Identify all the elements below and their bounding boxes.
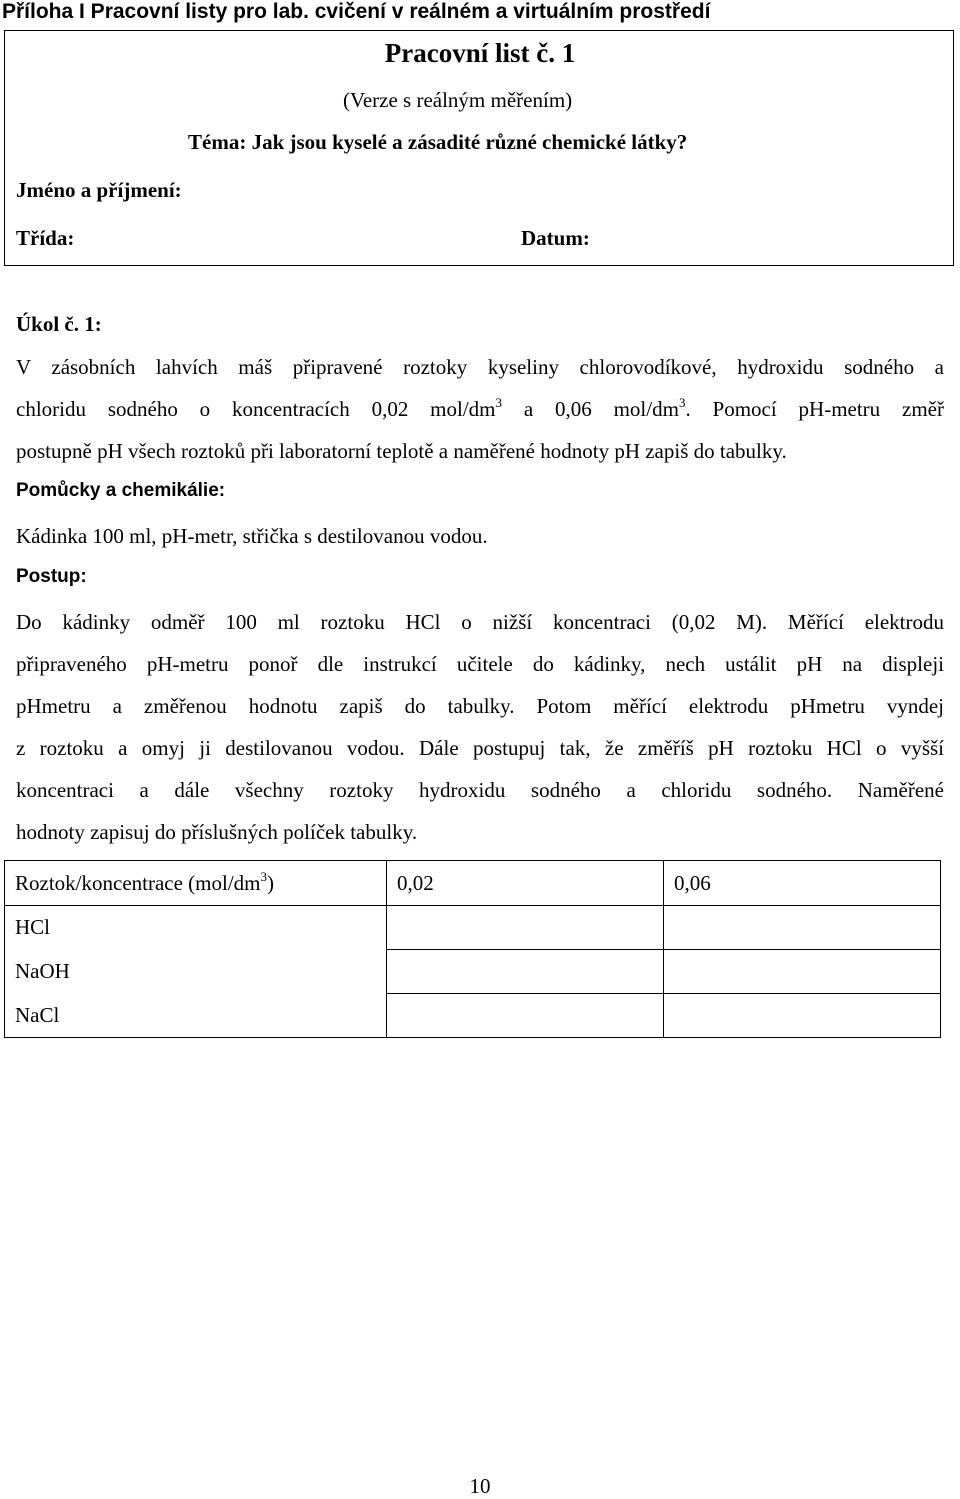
header-label-text: Roztok/koncentrace (mol/dm xyxy=(15,870,261,895)
intro-line-2 xyxy=(16,388,944,430)
row-label: HCl xyxy=(5,906,387,950)
intro-line-2-part-c: . Pomocí pH-metru změř xyxy=(685,397,944,421)
sheet-title-text: Pracovní list č. 1 xyxy=(384,38,576,68)
procedure-line: připraveného pH-metru ponoř dle instrukcí učitele do kádinky, nech ustálit pH na displeji xyxy=(16,652,944,676)
version-note: (Verze s reálným měřením) xyxy=(343,88,573,112)
task-intro-paragraph xyxy=(16,346,944,472)
intro-line-3: postupně pH všech roztoků při laboratorní teplotě a naměřené hodnoty pH zapiš do tabulky. xyxy=(16,439,787,463)
value-cell[interactable] xyxy=(387,906,664,950)
row-label: NaOH xyxy=(5,950,387,994)
procedure-line: z roztoku a omyj ji destilovanou vodou. Dále postupuj tak, že změříš pH roztoku HCl o vyšší xyxy=(16,736,944,760)
appendix-title: Příloha I Pracovní listy pro lab. cvičení v reálném a virtuálním prostředí xyxy=(2,0,711,23)
value-cell[interactable] xyxy=(664,906,941,950)
results-table xyxy=(4,860,941,1038)
date-label: Datum: xyxy=(521,226,590,250)
page-number: 10 xyxy=(469,1474,491,1498)
intro-line-1: V zásobních lahvích máš připravené roztoky kyseliny chlorovodíkové, hydroxidu sodného a xyxy=(16,355,944,379)
table-row xyxy=(5,906,941,950)
procedure-paragraph xyxy=(16,601,944,853)
header-cell-concentration-1: 0,02 xyxy=(387,861,664,906)
table-row xyxy=(5,994,941,1038)
table-row xyxy=(5,950,941,994)
topic-line: Téma: Jak jsou kyselé a zásadité různé chemické látky? xyxy=(188,130,688,154)
task-heading: Úkol č. 1: xyxy=(16,312,102,336)
header-cell-concentration-2: 0,06 xyxy=(664,861,941,906)
header-label-close: ) xyxy=(267,870,275,895)
row-label: NaCl xyxy=(5,994,387,1038)
superscript-3: 3 xyxy=(678,395,686,410)
procedure-heading: Postup: xyxy=(16,566,87,587)
procedure-line: koncentraci a dále všechny roztoky hydroxidu sodného a chloridu sodného. Naměřené xyxy=(16,778,944,802)
value-cell[interactable] xyxy=(387,950,664,994)
procedure-line: Do kádinky odměř 100 ml roztoku HCl o nižší koncentraci (0,02 M). Měřící elektrodu xyxy=(16,610,944,634)
class-label: Třída: xyxy=(16,226,75,250)
value-cell[interactable] xyxy=(664,994,941,1038)
superscript-3: 3 xyxy=(260,868,268,884)
procedure-line: pHmetru a změřenou hodnotu zapiš do tabulky. Potom měřící elektrodu pHmetru vyndej xyxy=(16,694,944,718)
intro-line-2-part-a: chloridu sodného o koncentracích 0,02 mol/dm xyxy=(16,397,496,421)
sheet-title xyxy=(0,38,960,69)
intro-line-2-part-b: a 0,06 mol/dm xyxy=(502,397,679,421)
superscript-3: 3 xyxy=(495,395,503,410)
aids-heading: Pomůcky a chemikálie: xyxy=(16,480,226,501)
value-cell[interactable] xyxy=(664,950,941,994)
header-cell-solution xyxy=(5,861,387,906)
name-label: Jméno a příjmení: xyxy=(16,178,182,202)
table-header-row xyxy=(5,861,941,906)
procedure-line: hodnoty zapisuj do příslušných políček tabulky. xyxy=(16,820,418,844)
aids-text: Kádinka 100 ml, pH-metr, střička s destilovanou vodou. xyxy=(16,524,488,548)
value-cell[interactable] xyxy=(387,994,664,1038)
